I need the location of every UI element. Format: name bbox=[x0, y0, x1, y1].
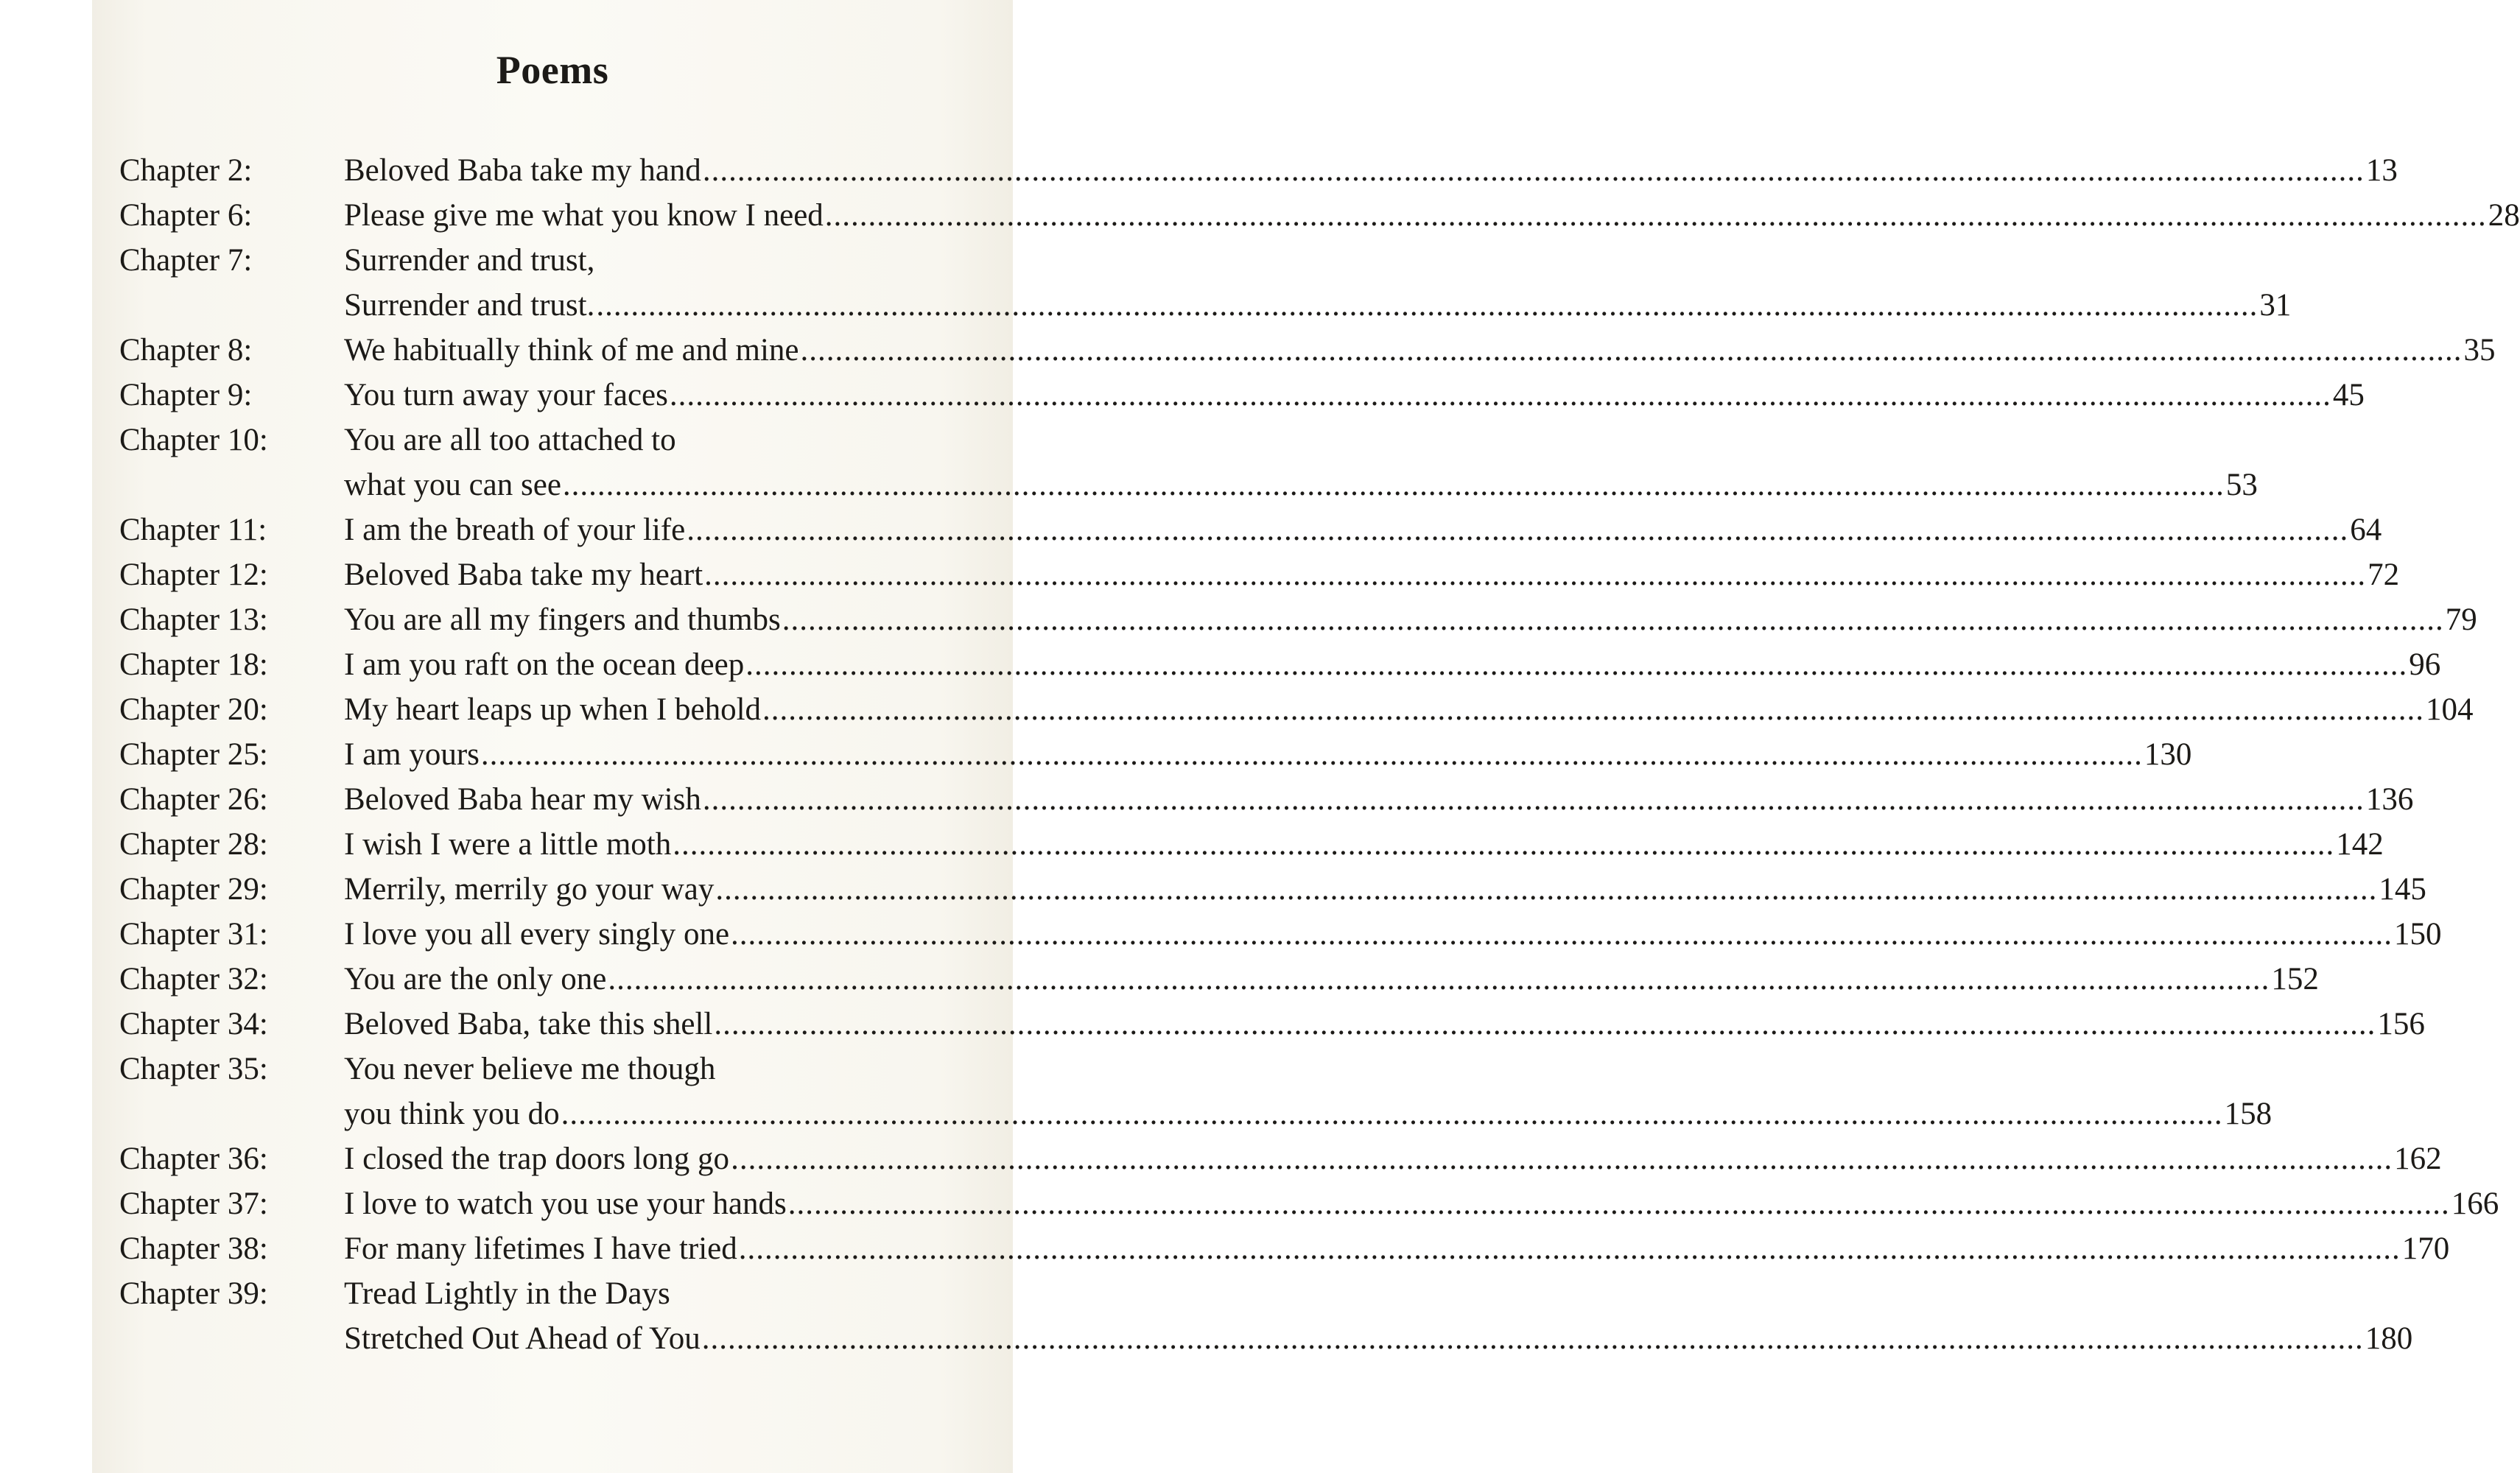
chapter-label: Chapter 18: bbox=[119, 647, 268, 682]
poem-title: you think you do bbox=[344, 1097, 560, 1131]
dot-leader bbox=[561, 1091, 2223, 1136]
poem-entry bbox=[119, 552, 2400, 597]
chapter-label: Chapter 9: bbox=[119, 378, 253, 412]
poem-entry bbox=[119, 238, 2292, 328]
page-title: Poems bbox=[496, 48, 609, 92]
chapter-label: Chapter 31: bbox=[119, 917, 268, 952]
poem-entry bbox=[119, 328, 2496, 373]
poem-title: Beloved Baba take my hand bbox=[344, 153, 701, 188]
entry-line bbox=[119, 418, 981, 463]
entry-line bbox=[119, 867, 2426, 912]
poem-title: You turn away your faces bbox=[344, 378, 668, 412]
dot-leader bbox=[762, 687, 2424, 732]
dot-leader bbox=[670, 373, 2331, 418]
poem-title: Beloved Baba take my heart bbox=[344, 558, 703, 592]
chapter-label: Chapter 11: bbox=[119, 513, 267, 547]
page-number: 180 bbox=[2365, 1321, 2413, 1356]
dot-leader bbox=[673, 822, 2334, 867]
poem-entry bbox=[119, 148, 2398, 193]
poem-title: You are all my fingers and thumbs bbox=[344, 602, 781, 637]
chapter-label: Chapter 7: bbox=[119, 243, 253, 278]
poem-entry bbox=[119, 193, 2520, 238]
dot-leader bbox=[731, 912, 2393, 957]
poem-entry bbox=[119, 957, 2319, 1002]
poem-entry bbox=[119, 1271, 2413, 1361]
poem-title: I closed the trap doors long go bbox=[344, 1142, 730, 1176]
dot-leader bbox=[687, 507, 2348, 552]
page-number: 156 bbox=[2377, 1007, 2425, 1041]
poem-entry bbox=[119, 912, 2442, 957]
dot-leader bbox=[782, 597, 2444, 642]
page-number: 152 bbox=[2271, 962, 2319, 996]
poem-entry bbox=[119, 1226, 2450, 1271]
entry-line bbox=[119, 957, 2319, 1002]
chapter-label: Chapter 13: bbox=[119, 602, 268, 637]
poem-title: For many lifetimes I have tried bbox=[344, 1231, 737, 1266]
entry-line bbox=[119, 1136, 2442, 1181]
entry-line bbox=[119, 193, 2520, 238]
entry-line bbox=[119, 373, 2365, 418]
poem-title: Merrily, merrily go your way bbox=[344, 872, 715, 907]
page-number: 28 bbox=[2488, 198, 2520, 233]
entry-line bbox=[119, 777, 2414, 822]
entry-line bbox=[119, 642, 2441, 687]
page-number: 150 bbox=[2394, 917, 2442, 952]
page-number: 136 bbox=[2365, 782, 2414, 817]
poem-title: Surrender and trust, bbox=[344, 243, 595, 278]
poem-entry bbox=[119, 373, 2365, 418]
chapter-label: Chapter 2: bbox=[119, 153, 253, 188]
chapter-label: Chapter 20: bbox=[119, 692, 268, 727]
page-number: 53 bbox=[2225, 468, 2258, 502]
poem-entry bbox=[119, 642, 2441, 687]
poem-title: You are the only one bbox=[344, 962, 607, 996]
entry-line bbox=[119, 597, 2477, 642]
chapter-label: Chapter 34: bbox=[119, 1007, 268, 1041]
chapter-label: Chapter 10: bbox=[119, 423, 268, 457]
poem-entry bbox=[119, 597, 2477, 642]
entry-line bbox=[119, 1047, 981, 1091]
chapter-label: Chapter 6: bbox=[119, 198, 253, 233]
entry-line bbox=[119, 1226, 2450, 1271]
dot-leader bbox=[714, 1002, 2376, 1047]
page-number: 13 bbox=[2365, 153, 2398, 188]
entry-line bbox=[119, 822, 2384, 867]
page-number: 170 bbox=[2401, 1231, 2450, 1266]
poem-title: Beloved Baba hear my wish bbox=[344, 782, 701, 817]
poem-title: Please give me what you know I need bbox=[344, 198, 824, 233]
dot-leader bbox=[703, 148, 2365, 193]
dot-leader bbox=[825, 193, 2487, 238]
poem-title: I love you all every singly one bbox=[344, 917, 730, 952]
poem-entry bbox=[119, 1136, 2442, 1181]
chapter-label: Chapter 37: bbox=[119, 1187, 268, 1221]
chapter-label: Chapter 8: bbox=[119, 333, 253, 368]
entry-line bbox=[119, 283, 2292, 328]
poem-entry bbox=[119, 1002, 2425, 1047]
poem-entry bbox=[119, 777, 2414, 822]
poem-entry bbox=[119, 507, 2382, 552]
page-number: 96 bbox=[2409, 647, 2441, 682]
page-number: 162 bbox=[2394, 1142, 2442, 1176]
page-number: 166 bbox=[2451, 1187, 2499, 1221]
dot-leader bbox=[704, 552, 2366, 597]
poem-entry bbox=[119, 1181, 2499, 1226]
poem-title: My heart leaps up when I behold bbox=[344, 692, 762, 727]
page-number: 145 bbox=[2379, 872, 2426, 907]
poem-title: You are all too attached to bbox=[344, 423, 676, 457]
poem-title: what you can see bbox=[344, 468, 561, 502]
chapter-label: Chapter 26: bbox=[119, 782, 268, 817]
entry-line bbox=[119, 912, 2442, 957]
dot-leader bbox=[608, 957, 2270, 1002]
page-number: 130 bbox=[2144, 737, 2192, 772]
poem-entry bbox=[119, 867, 2426, 912]
poem-entry bbox=[119, 687, 2474, 732]
page-number: 79 bbox=[2445, 602, 2477, 637]
entry-line bbox=[119, 507, 2382, 552]
entry-line bbox=[119, 1316, 2413, 1361]
dot-leader bbox=[481, 732, 2143, 777]
poem-title: You never believe me though bbox=[344, 1052, 716, 1086]
chapter-label: Chapter 12: bbox=[119, 558, 268, 592]
entry-line bbox=[119, 687, 2474, 732]
poems-list bbox=[119, 148, 2520, 1361]
entry-line bbox=[119, 1002, 2425, 1047]
poem-title: I am the breath of your life bbox=[344, 513, 686, 547]
poem-title: I am yours bbox=[344, 737, 480, 772]
entry-line bbox=[119, 1271, 981, 1316]
poem-entry bbox=[119, 822, 2384, 867]
poem-title: Tread Lightly in the Days bbox=[344, 1276, 670, 1311]
page-number: 45 bbox=[2332, 378, 2365, 412]
dot-leader bbox=[715, 867, 2377, 912]
dot-leader bbox=[788, 1181, 2450, 1226]
entry-line bbox=[119, 1181, 2499, 1226]
chapter-label: Chapter 38: bbox=[119, 1231, 268, 1266]
dot-leader bbox=[745, 642, 2407, 687]
chapter-label: Chapter 28: bbox=[119, 827, 268, 862]
page-number: 142 bbox=[2336, 827, 2384, 862]
page-number: 72 bbox=[2368, 558, 2400, 592]
dot-leader bbox=[801, 328, 2463, 373]
chapter-label: Chapter 35: bbox=[119, 1052, 268, 1086]
dot-leader bbox=[596, 283, 2258, 328]
chapter-label: Chapter 39: bbox=[119, 1276, 268, 1311]
chapter-label: Chapter 32: bbox=[119, 962, 268, 996]
dot-leader bbox=[563, 463, 2225, 507]
dot-leader bbox=[739, 1226, 2401, 1271]
poem-entry bbox=[119, 418, 2258, 507]
entry-line bbox=[119, 238, 981, 283]
chapter-label: Chapter 29: bbox=[119, 872, 268, 907]
entry-line bbox=[119, 1091, 2272, 1136]
poem-entry bbox=[119, 1047, 2272, 1136]
page-number: 64 bbox=[2350, 513, 2382, 547]
page-number: 104 bbox=[2426, 692, 2474, 727]
poem-title: Stretched Out Ahead of You bbox=[344, 1321, 701, 1356]
entry-line bbox=[119, 732, 2192, 777]
poem-title: Surrender and trust. bbox=[344, 288, 595, 323]
page-number: 158 bbox=[2224, 1097, 2272, 1131]
dot-leader bbox=[703, 777, 2365, 822]
poem-title: Beloved Baba, take this shell bbox=[344, 1007, 713, 1041]
poem-title: I love to watch you use your hands bbox=[344, 1187, 787, 1221]
entry-line bbox=[119, 148, 2398, 193]
chapter-label: Chapter 25: bbox=[119, 737, 268, 772]
poem-title: I wish I were a little moth bbox=[344, 827, 672, 862]
chapter-label: Chapter 36: bbox=[119, 1142, 268, 1176]
dot-leader bbox=[702, 1316, 2364, 1361]
poem-title: I am you raft on the ocean deep bbox=[344, 647, 745, 682]
page-number: 31 bbox=[2259, 288, 2292, 323]
entry-line bbox=[119, 463, 2258, 507]
entry-line bbox=[119, 552, 2400, 597]
entry-line bbox=[119, 328, 2496, 373]
poem-title: We habitually think of me and mine bbox=[344, 333, 799, 368]
poem-entry bbox=[119, 732, 2192, 777]
page-number: 35 bbox=[2463, 333, 2496, 368]
dot-leader bbox=[731, 1136, 2393, 1181]
